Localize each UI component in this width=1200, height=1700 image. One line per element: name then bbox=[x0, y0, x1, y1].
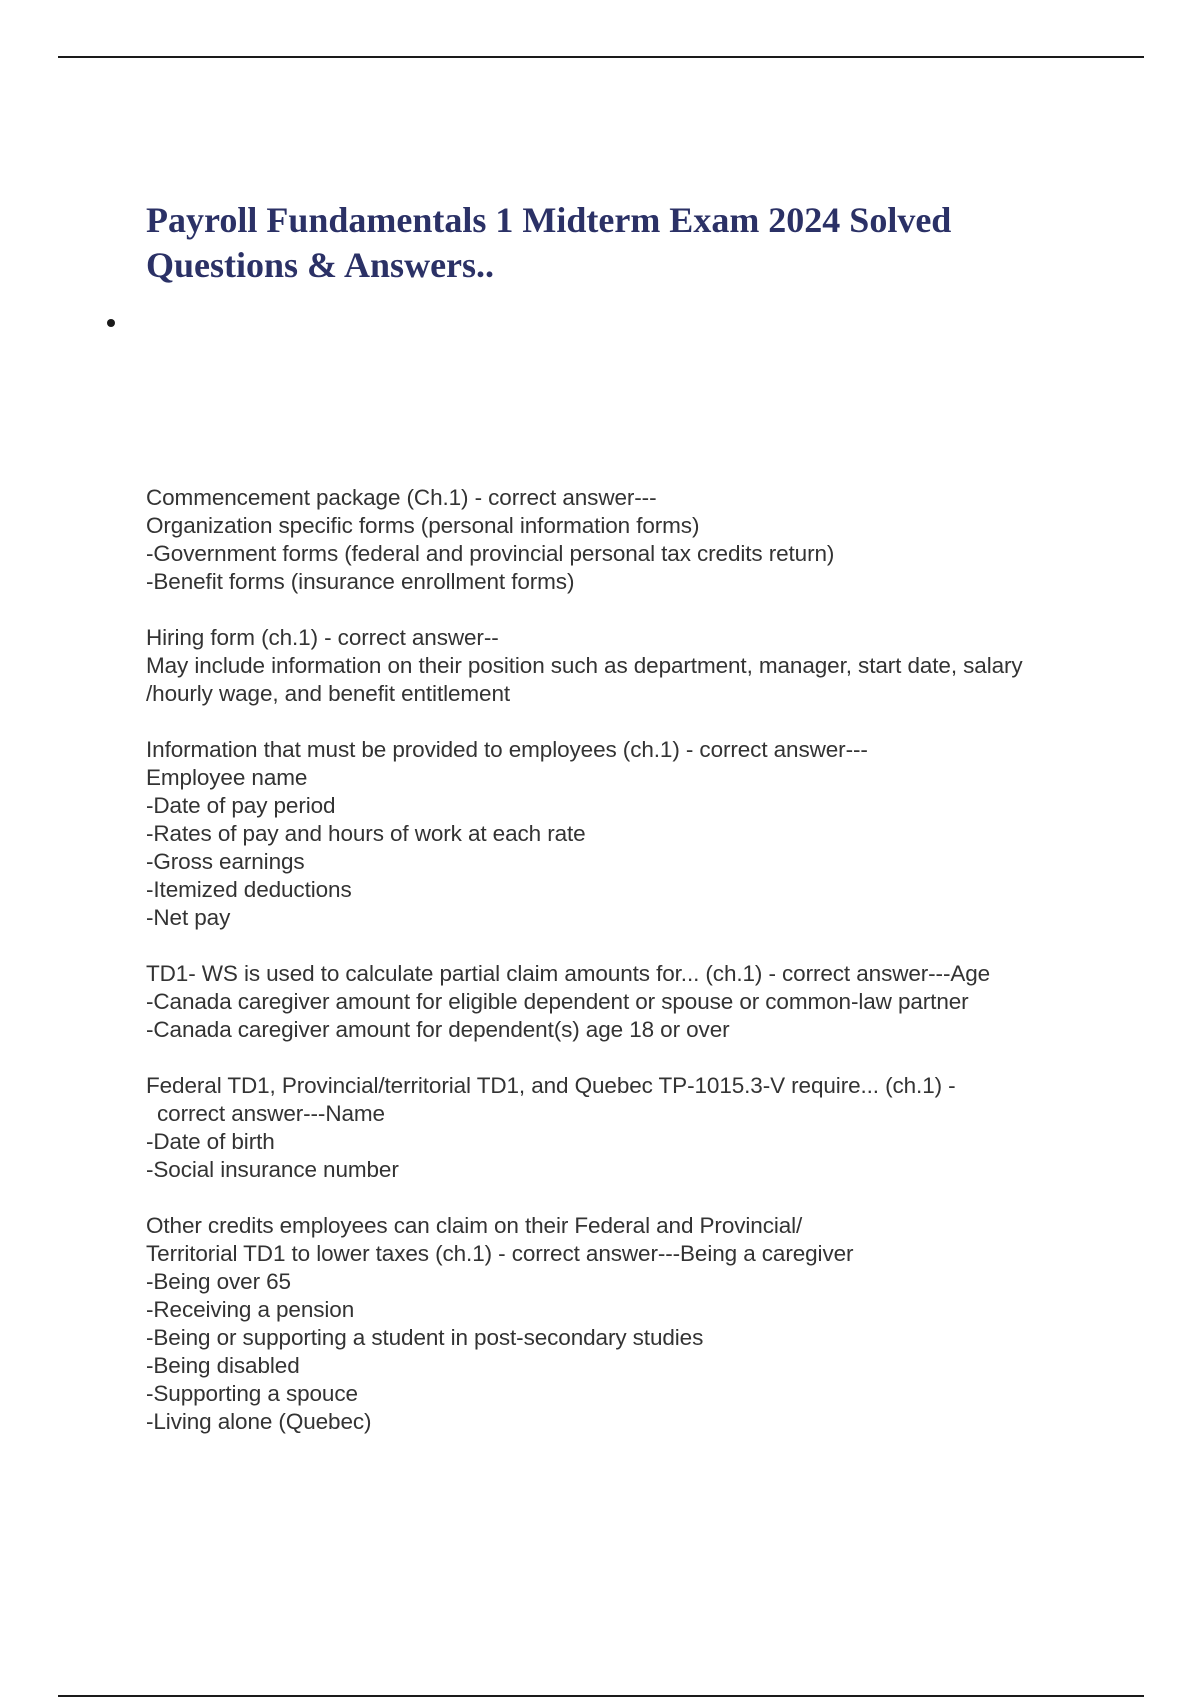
page-title-line: Payroll Fundamentals 1 Midterm Exam 2024 Solved bbox=[146, 200, 952, 240]
question-line: correct answer---Name bbox=[157, 1101, 385, 1126]
top-rule bbox=[58, 56, 1144, 58]
answer-line: -Social insurance number bbox=[146, 1157, 399, 1182]
page-title-line: Questions & Answers.. bbox=[146, 245, 495, 285]
answer-line: -Being or supporting a student in post-secondary studies bbox=[146, 1325, 704, 1350]
qa-block-employee-information bbox=[146, 736, 1106, 932]
question-line: Other credits employees can claim on their Federal and Provincial/ bbox=[146, 1213, 803, 1238]
answer-line: -Government forms (federal and provincial personal tax credits return) bbox=[146, 541, 835, 566]
answer-line: -Receiving a pension bbox=[146, 1297, 355, 1322]
page-title bbox=[146, 198, 1086, 288]
answer-line: -Benefit forms (insurance enrollment forms) bbox=[146, 569, 575, 594]
answer-line: -Being over 65 bbox=[146, 1269, 291, 1294]
answer-line: -Rates of pay and hours of work at each rate bbox=[146, 821, 586, 846]
answer-line: -Canada caregiver amount for eligible dependent or spouse or common-law partner bbox=[146, 989, 969, 1014]
qa-block-hiring-form bbox=[146, 624, 1106, 708]
answer-line: -Canada caregiver amount for dependent(s) age 18 or over bbox=[146, 1017, 730, 1042]
answer-line: -Supporting a spouce bbox=[146, 1381, 358, 1406]
question-line: Hiring form (ch.1) - correct answer-- bbox=[146, 625, 499, 650]
answer-line: -Being disabled bbox=[146, 1353, 300, 1378]
qa-block-other-credits bbox=[146, 1212, 1106, 1436]
answer-line: -Date of birth bbox=[146, 1129, 275, 1154]
answer-line: -Itemized deductions bbox=[146, 877, 352, 902]
bottom-rule bbox=[58, 1695, 1144, 1697]
question-line: TD1- WS is used to calculate partial claim amounts for... (ch.1) - correct answer---Age bbox=[146, 961, 991, 986]
answer-line: -Gross earnings bbox=[146, 849, 305, 874]
answer-line: /hourly wage, and benefit entitlement bbox=[146, 681, 511, 706]
qa-block-td1-requirements bbox=[146, 1072, 1106, 1184]
answer-line: Employee name bbox=[146, 765, 308, 790]
question-line: Information that must be provided to employees (ch.1) - correct answer--- bbox=[146, 737, 868, 762]
qa-block-commencement-package bbox=[146, 484, 1106, 596]
qa-block-td1-ws bbox=[146, 960, 1106, 1044]
question-line: Commencement package (Ch.1) - correct answer--- bbox=[146, 485, 657, 510]
answer-line: May include information on their position such as department, manager, start date, salary bbox=[146, 653, 1023, 678]
question-line: Federal TD1, Provincial/territorial TD1, and Quebec TP-1015.3-V require... (ch.1) - bbox=[146, 1073, 956, 1098]
answer-line: -Date of pay period bbox=[146, 793, 336, 818]
answer-line: -Living alone (Quebec) bbox=[146, 1409, 372, 1434]
question-line: Territorial TD1 to lower taxes (ch.1) - correct answer---Being a caregiver bbox=[146, 1241, 854, 1266]
bullet-dot bbox=[107, 319, 115, 327]
answer-line: Organization specific forms (personal information forms) bbox=[146, 513, 700, 538]
qa-content bbox=[146, 484, 1106, 1464]
answer-line: -Net pay bbox=[146, 905, 231, 930]
